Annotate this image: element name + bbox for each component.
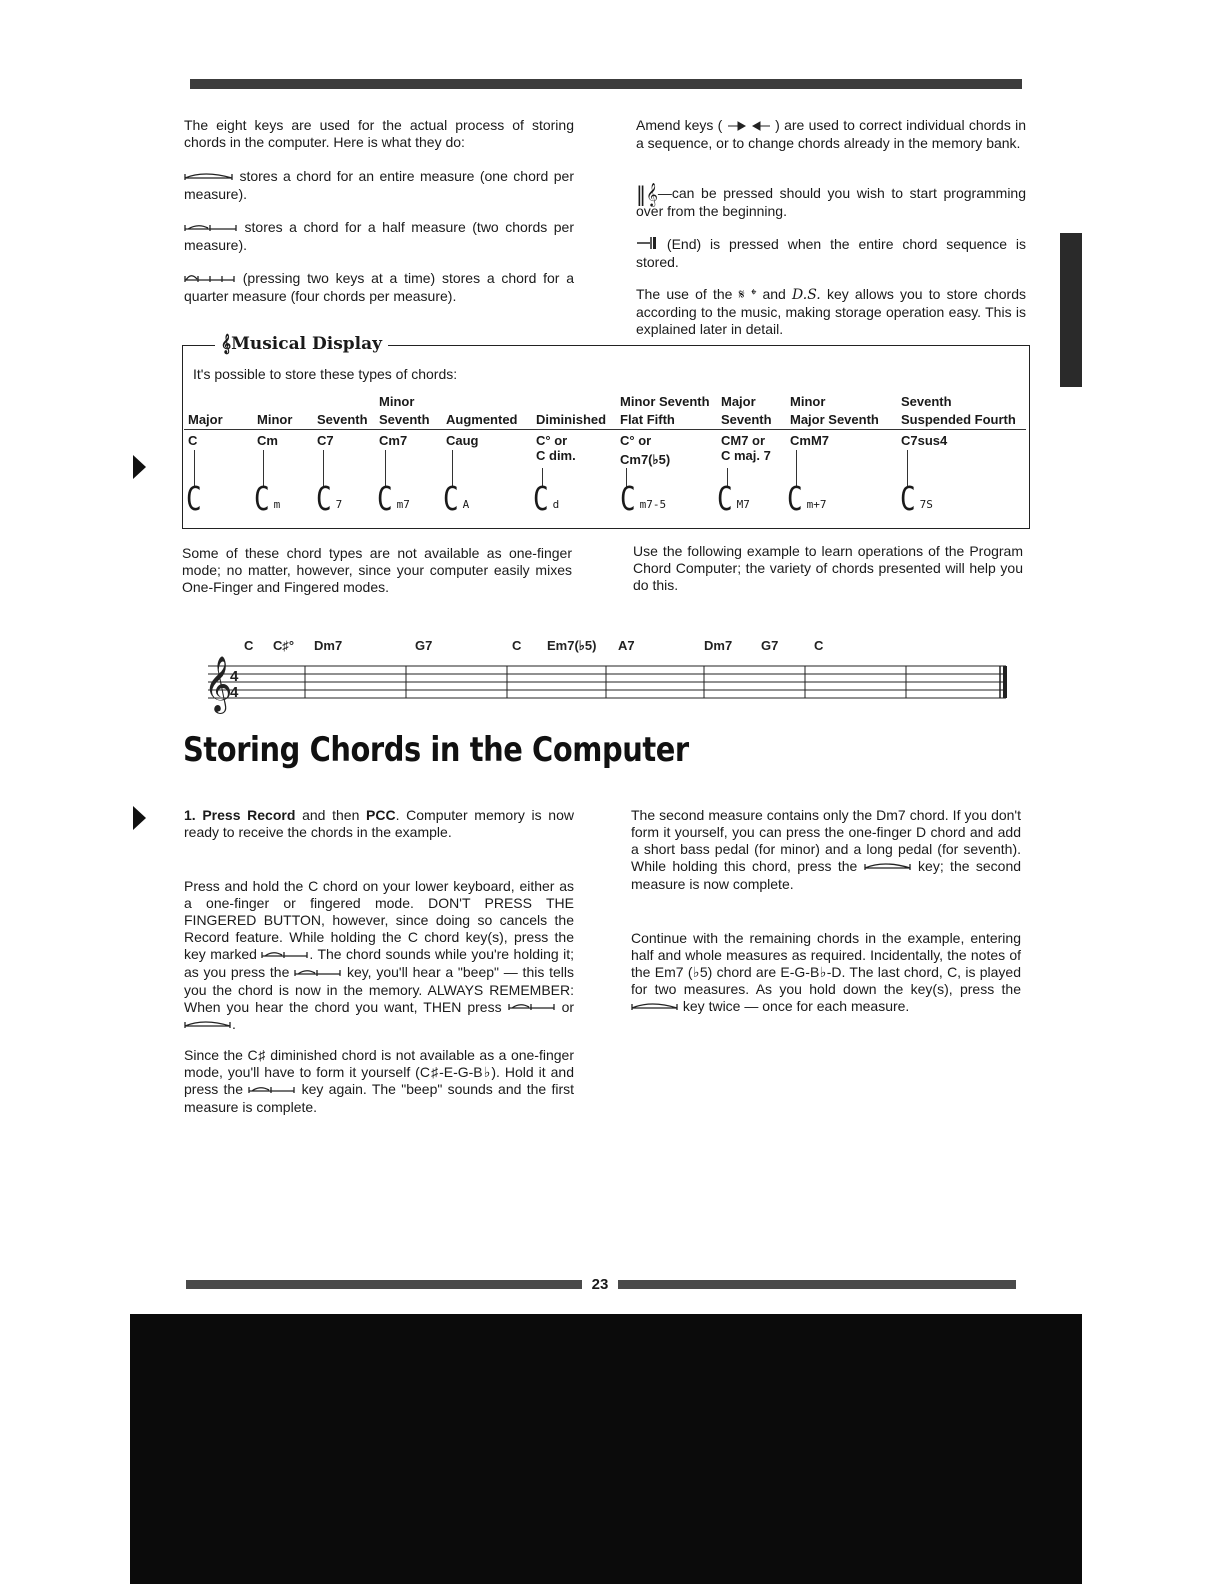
chord-type-header-line1: Minor bbox=[379, 394, 415, 409]
lcd-display-readout: Cm7-5 bbox=[620, 481, 667, 519]
staff-chord-label: G7 bbox=[761, 638, 779, 653]
half-key-desc: stores a chord for a half measure (two chords per measure). bbox=[184, 219, 575, 253]
amend-right-icon bbox=[727, 118, 747, 135]
whole-measure-key-icon bbox=[184, 169, 234, 186]
whole-measure-key-icon bbox=[631, 999, 679, 1016]
time-signature-top: 4 bbox=[230, 668, 239, 685]
margin-marker bbox=[133, 806, 146, 830]
lcd-display-readout: Cm7 bbox=[377, 481, 410, 519]
chord-type-header-line1: Seventh bbox=[901, 394, 952, 409]
chord-symbol: CM7 or bbox=[721, 433, 766, 448]
lcd-display-readout: C bbox=[186, 481, 202, 519]
scan-dark-area bbox=[130, 1314, 1082, 1584]
whole-key-desc: stores a chord for an entire measure (one chord per measure). bbox=[184, 168, 575, 202]
staff-chord-label: Em7(♭5) bbox=[547, 638, 597, 653]
chord-symbol-alt: C dim. bbox=[536, 448, 576, 463]
staff-chord-label: C bbox=[512, 638, 522, 653]
chord-symbol: Caug bbox=[446, 433, 479, 448]
chord-symbol: C° or bbox=[536, 433, 568, 448]
ds-key-desc: The use of the 𝄋 𝄌 and D.S. key allows you to store chords according to the music, making storage operation easy. This is explained later in detail. bbox=[636, 286, 1027, 337]
whole-measure-key-icon bbox=[864, 859, 912, 876]
chord-symbol: Cm bbox=[257, 433, 278, 448]
whole-measure-key-icon bbox=[184, 1017, 232, 1034]
lcd-display-readout: C A bbox=[443, 481, 470, 519]
lcd-display-readout: Cm+7 bbox=[787, 481, 827, 519]
chord-type-header-line1: Minor Seventh bbox=[620, 394, 710, 409]
musical-display-title: 𝄞Musical Display bbox=[215, 334, 388, 354]
footer-rule-right bbox=[618, 1280, 1016, 1289]
end-key-desc: (End) is pressed when the entire chord sequence is stored. bbox=[636, 236, 1027, 271]
chord-type-header-line2: Major Seventh bbox=[790, 412, 879, 427]
chord-type-header-line2: Minor bbox=[257, 412, 293, 427]
lcd-display-readout: C M7 bbox=[717, 481, 750, 519]
staff-chord-label: C bbox=[244, 638, 254, 653]
display-subtitle: It's possible to store these types of chords: bbox=[193, 366, 458, 382]
chord-type-header-line2: Seventh bbox=[379, 412, 430, 427]
chord-symbol: C7sus4 bbox=[901, 433, 948, 448]
chord-symbol-alt: C maj. 7 bbox=[721, 448, 771, 463]
staff-chord-label: Dm7 bbox=[314, 638, 343, 653]
chord-type-header-line2: Major bbox=[188, 412, 223, 427]
chord-type-header-line2: Seventh bbox=[721, 412, 772, 427]
staff-chord-label: G7 bbox=[415, 638, 433, 653]
half-measure-key-icon bbox=[294, 965, 342, 982]
treble-clef-icon: 𝄞 bbox=[221, 334, 232, 354]
example-note: Use the following example to learn operations of the Program Chord Computer; the variety of chords presented will help you do this. bbox=[633, 543, 1023, 593]
start-key-icon: ‖𝄞 bbox=[636, 181, 658, 206]
step-1: 1. Press Record and then PCC. Computer memory is now ready to receive the chords in the example. bbox=[184, 807, 574, 840]
lcd-display-readout: Cd bbox=[533, 481, 560, 519]
final-barline bbox=[1003, 666, 1007, 698]
lcd-display-readout: C 7 bbox=[316, 481, 343, 519]
start-key-desc: ‖𝄞—can be pressed should you wish to start programming over from the beginning. bbox=[636, 181, 1026, 219]
half-measure-key-icon bbox=[184, 220, 238, 237]
modes-note: Some of these chord types are not available as one-finger mode; no matter, however, since your computer easily mixes One-Finger and Fingered modes. bbox=[182, 545, 572, 595]
chord-type-header-line2: Augmented bbox=[446, 412, 518, 427]
chord-type-header-line2: Suspended Fourth bbox=[901, 412, 1016, 427]
chord-type-header-line1: Major bbox=[721, 394, 756, 409]
top-rule bbox=[190, 79, 1022, 89]
staff-chord-label: C♯° bbox=[273, 638, 295, 653]
staff-chord-label: A7 bbox=[618, 638, 635, 653]
step-4: The second measure contains only the Dm7 chord. If you don't form it yourself, you can press the one-finger D chord and add a short bass pedal (for minor) and a long pedal (for seventh). While holding this chord, press the key; the second measure is now complete. bbox=[631, 807, 1022, 892]
example-staff bbox=[196, 630, 1016, 722]
side-tab bbox=[1060, 233, 1082, 387]
quarter-measure-key-icon bbox=[184, 271, 236, 288]
lcd-display-readout: Cm bbox=[254, 481, 281, 519]
step-3: Since the C♯ diminished chord is not available as a one-finger mode, you'll have to form it yourself (C♯-E-G-B♭). Hold it and press the key again. The "beep" sounds and the first measure is complete. bbox=[184, 1047, 574, 1115]
amend-keys-desc: Amend keys ( ) are used to correct individual chords in a sequence, or to change chords already in the memory bank. bbox=[636, 117, 1026, 151]
chord-type-header-line2: Diminished bbox=[536, 412, 607, 427]
time-signature-bottom: 4 bbox=[230, 684, 239, 701]
chord-symbol: CmM7 bbox=[790, 433, 830, 448]
chord-symbol: C7 bbox=[317, 433, 334, 448]
half-measure-key-icon bbox=[508, 999, 556, 1016]
amend-left-icon bbox=[751, 118, 771, 135]
chord-symbol: C bbox=[188, 433, 198, 448]
staff-chord-label: C bbox=[814, 638, 824, 653]
quarter-key-desc: (pressing two keys at a time) stores a chord for a quarter measure (four chords per measure). bbox=[184, 270, 574, 304]
footer-rule-left bbox=[186, 1280, 582, 1289]
header-divider bbox=[184, 429, 1026, 430]
margin-marker bbox=[133, 455, 146, 479]
section-heading: Storing Chords in the Computer bbox=[183, 730, 689, 770]
half-measure-key-icon bbox=[248, 1082, 296, 1099]
step-5: Continue with the remaining chords in the example, entering half and whole measures as required. Incidentally, the notes of the Em7 (♭5) chord are E-G-B♭-D. The last chord, C, is played for two measures. As you hold down the key(s), press the key twice — once for each measure. bbox=[631, 930, 1021, 1014]
segno-coda-icon: 𝄋 𝄌 bbox=[738, 287, 757, 303]
chord-symbol: C° or bbox=[620, 433, 652, 448]
page-number: 23 bbox=[591, 1276, 609, 1293]
lcd-display-readout: C 7S bbox=[900, 481, 933, 519]
staff-chord-label: Dm7 bbox=[704, 638, 733, 653]
intro-text: The eight keys are used for the actual process of storing chords in the computer. Here is what they do: bbox=[184, 117, 574, 150]
treble-clef-icon: 𝄞 bbox=[204, 656, 233, 712]
chord-symbol-alt: Cm7(♭5) bbox=[620, 452, 671, 467]
chord-type-header-line1: Minor bbox=[790, 394, 826, 409]
chord-symbol: Cm7 bbox=[379, 433, 408, 448]
half-measure-key-icon bbox=[261, 947, 309, 964]
chord-type-header-line2: Seventh bbox=[317, 412, 368, 427]
chord-type-header-line2: Flat Fifth bbox=[620, 412, 675, 427]
end-key-icon bbox=[636, 236, 658, 254]
step-2: Press and hold the C chord on your lower keyboard, either as a one-finger or fingered mode. DON'T PRESS THE FINGERED BUTTON, however, since doing so cancels the Record feature. While holding the C chord key(s), press the key marked . The chord sounds while you're holding it; as you press the key, you'll hear a "beep" — this tells you the chord is now in the memory. ALWAYS REMEMBER: When you hear the chord you want, THEN press or . bbox=[184, 878, 575, 1033]
